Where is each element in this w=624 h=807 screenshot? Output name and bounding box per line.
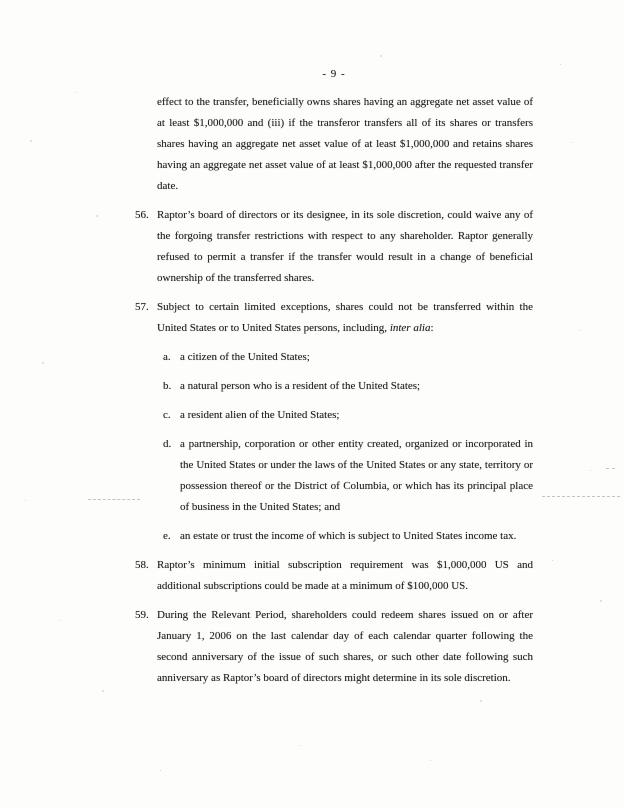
list-item-text: a natural person who is a resident of the United States; (180, 380, 421, 392)
scan-speck (600, 600, 602, 602)
scan-speck (552, 560, 553, 561)
scan-speck (25, 500, 26, 501)
list-item-b (163, 376, 533, 397)
scan-speck (560, 64, 561, 65)
scan-speck (350, 680, 352, 682)
scan-speck (380, 55, 382, 57)
scan-speck (42, 362, 44, 364)
scan-speck (76, 92, 77, 93)
scan-artifact-dash (606, 468, 615, 469)
list-item-c (163, 405, 533, 426)
scan-speck (96, 215, 98, 217)
paragraph-57 (135, 297, 533, 339)
paragraph-text-tail: : (430, 322, 434, 334)
scan-speck (60, 620, 61, 621)
scan-speck (480, 700, 482, 702)
list-item-e (163, 526, 533, 547)
scan-artifact-dashes-right (542, 496, 620, 497)
paragraph-text: During the Relevant Period, shareholders could redeem shares issued on or after January 1, 2006 on the last calendar day of each calendar quarter following the second anniversary of the issue of such shares, or such other date following such anniversary as Raptor’s board of directors might determine in its sole discretion. (157, 609, 533, 684)
paragraph-number: 56. (135, 209, 149, 221)
list-letter: b. (163, 380, 172, 392)
scan-speck (580, 330, 581, 331)
scan-speck (572, 142, 573, 143)
paragraph-continuation: effect to the transfer, beneficially owns shares having an aggregate net asset value of at least $1,000,000 and (iii) if the transferor transfers all of its shares or transfers shares having an aggregate net asset value of at least $1,000,000 and retains shares having an aggregate net asset value of at least $1,000,000 after the requested transfer date. (157, 96, 533, 192)
paragraph-number: 58. (135, 559, 149, 571)
list-item-text: an estate or trust the income of which is subject to United States income tax. (180, 530, 517, 542)
scan-speck (430, 760, 431, 761)
document-body (135, 92, 533, 697)
list-item-text: a citizen of the United States; (180, 351, 310, 363)
scan-speck (300, 745, 301, 746)
scan-artifact-dashes-left (88, 499, 140, 500)
list-item-text: a resident alien of the United States; (180, 409, 340, 421)
paragraph-58 (135, 555, 533, 597)
scan-speck (30, 140, 32, 142)
paragraph-text: Raptor’s board of directors or its designee, in its sole discretion, could waive any of the forgoing transfer restrictions with respect to any shareholder. Raptor generally refused to permit a transfer if the transfer would result in a change of beneficial ownership of the transferred shares. (157, 209, 533, 284)
scan-speck (590, 470, 591, 471)
list-letter: d. (163, 438, 172, 450)
list-item-text: a partnership, corporation or other entity created, organized or incorporated in the United States or under the laws of the United States or any state, territory or possession thereof or the District of Columbia, or which has its principal place of business in the United States; and (180, 438, 533, 513)
paragraph-text (157, 301, 533, 334)
list-letter: e. (163, 530, 171, 542)
paragraph-number: 59. (135, 609, 149, 621)
paragraph-number: 57. (135, 301, 149, 313)
scan-speck (522, 210, 523, 211)
page-number: - 9 - (322, 68, 346, 80)
list-item-d (163, 434, 533, 518)
paragraph-56 (135, 205, 533, 289)
list-letter: c. (163, 409, 171, 421)
paragraph-text-lead: Subject to certain limited exceptions, shares could not be transferred within the United States or to United States persons, including, (157, 301, 533, 334)
list-item-a (163, 347, 533, 368)
latin-phrase: inter alia (389, 322, 431, 334)
scan-speck (160, 770, 161, 771)
paragraph-text: Raptor’s minimum initial subscription requirement was $1,000,000 US and additional subscriptions could be made at a minimum of $100,000 US. (157, 559, 533, 592)
paragraph-59 (135, 605, 533, 689)
list-letter: a. (163, 351, 171, 363)
scan-speck (102, 690, 104, 692)
